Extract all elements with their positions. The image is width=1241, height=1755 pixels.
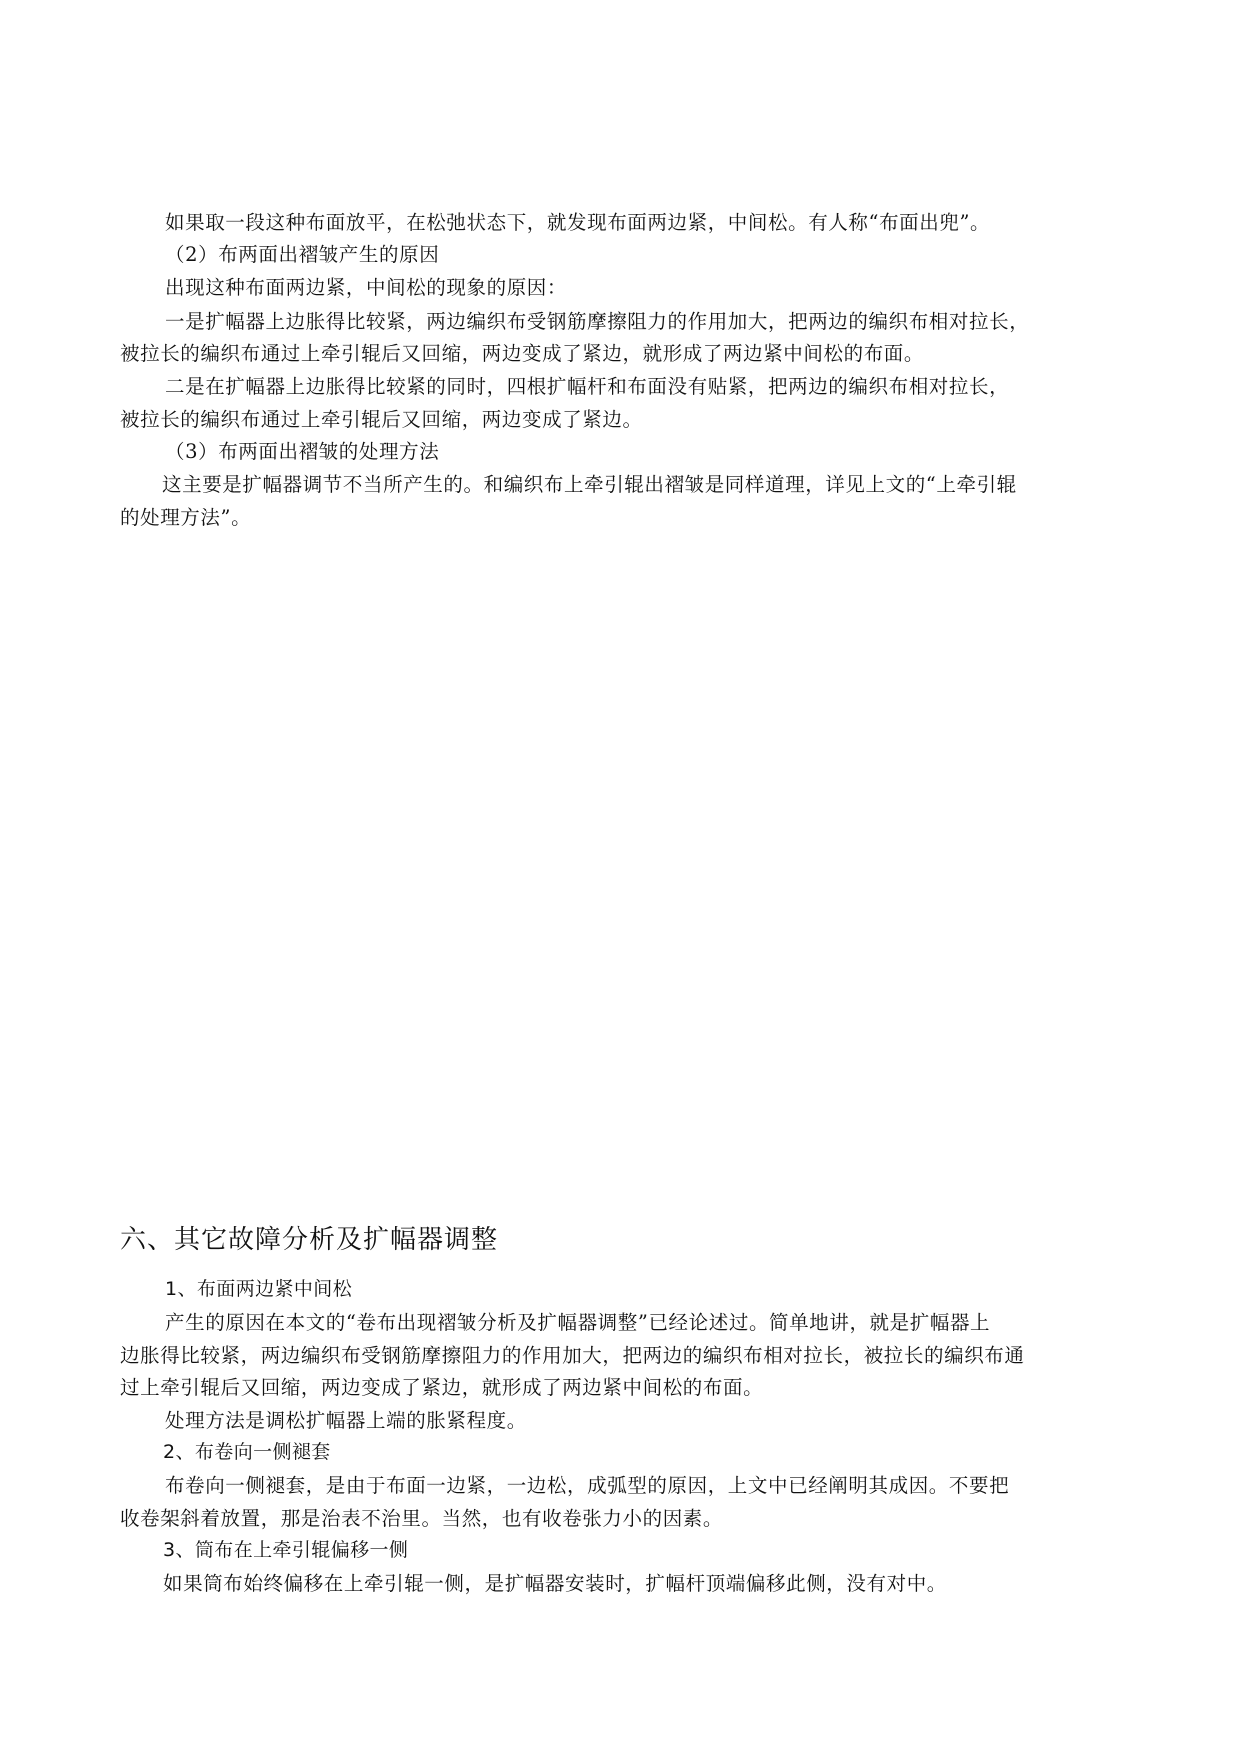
- paragraph-solution-line2: 的处理方法”。: [120, 506, 252, 529]
- subsection-1-paragraph-line2: 边胀得比较紧，两边编织布受钢筋摩擦阻力的作用加大，把两边的编织布相对拉长，被拉长的编织布通: [120, 1344, 1025, 1367]
- subsection-2-title: 2、布卷向一侧褪套: [163, 1441, 331, 1463]
- paragraph-cause-intro: 出现这种布面两边紧，中间松的现象的原因：: [165, 276, 568, 299]
- subsection-1-paragraph-line3: 过上牵引辊后又回缩，两边变成了紧边，就形成了两边紧中间松的布面。: [120, 1376, 764, 1399]
- subsection-3-title: 3、筒布在上牵引辊偏移一侧: [163, 1539, 409, 1561]
- subsection-1-treatment: 处理方法是调松扩幅器上端的胀紧程度。: [165, 1409, 527, 1432]
- paragraph-cause-one-line2: 被拉长的编织布通过上牵引辊后又回缩，两边变成了紧边，就形成了两边紧中间松的布面。: [120, 342, 925, 365]
- section-title: 六、其它故障分析及扩幅器调整: [120, 1225, 499, 1255]
- subsection-1-paragraph-line1: 产生的原因在本文的“卷布出现褶皱分析及扩幅器调整”已经论述过。简单地讲，就是扩幅器上: [165, 1311, 991, 1334]
- subsection-1-title: 1、布面两边紧中间松: [165, 1278, 353, 1300]
- subsection-2-paragraph-line2: 收卷架斜着放置，那是治表不治里。当然，也有收卷张力小的因素。: [120, 1507, 724, 1530]
- paragraph-loose-center: 如果取一段这种布面放平，在松弛状态下，就发现布面两边紧，中间松。有人称“布面出兜”。: [165, 211, 991, 234]
- subsection-3-paragraph: 如果筒布始终偏移在上牵引辊一侧，是扩幅器安装时，扩幅杆顶端偏移此侧，没有对中。: [163, 1572, 947, 1595]
- paragraph-cause-one-line1: 一是扩幅器上边胀得比较紧，两边编织布受钢筋摩擦阻力的作用加大，把两边的编织布相对拉长，: [165, 310, 1030, 333]
- paragraph-solution-line1: 这主要是扩幅器调节不当所产生的。和编织布上牵引辊出褶皱是同样道理，详见上文的“上牵引辊: [162, 473, 1017, 496]
- paragraph-cause-two-line1: 二是在扩幅器上边胀得比较紧的同时，四根扩幅杆和布面没有贴紧，把两边的编织布相对拉长，: [165, 375, 1010, 398]
- paragraph-cause-two-line2: 被拉长的编织布通过上牵引辊后又回缩，两边变成了紧边。: [120, 408, 643, 431]
- subheading-cause: （2）布两面出褶皱产生的原因: [165, 243, 440, 266]
- subheading-solution: （3）布两面出褶皱的处理方法: [165, 440, 440, 463]
- subsection-2-paragraph-line1: 布卷向一侧褪套，是由于布面一边紧，一边松，成弧型的原因，上文中已经阐明其成因。不要把: [165, 1474, 1010, 1497]
